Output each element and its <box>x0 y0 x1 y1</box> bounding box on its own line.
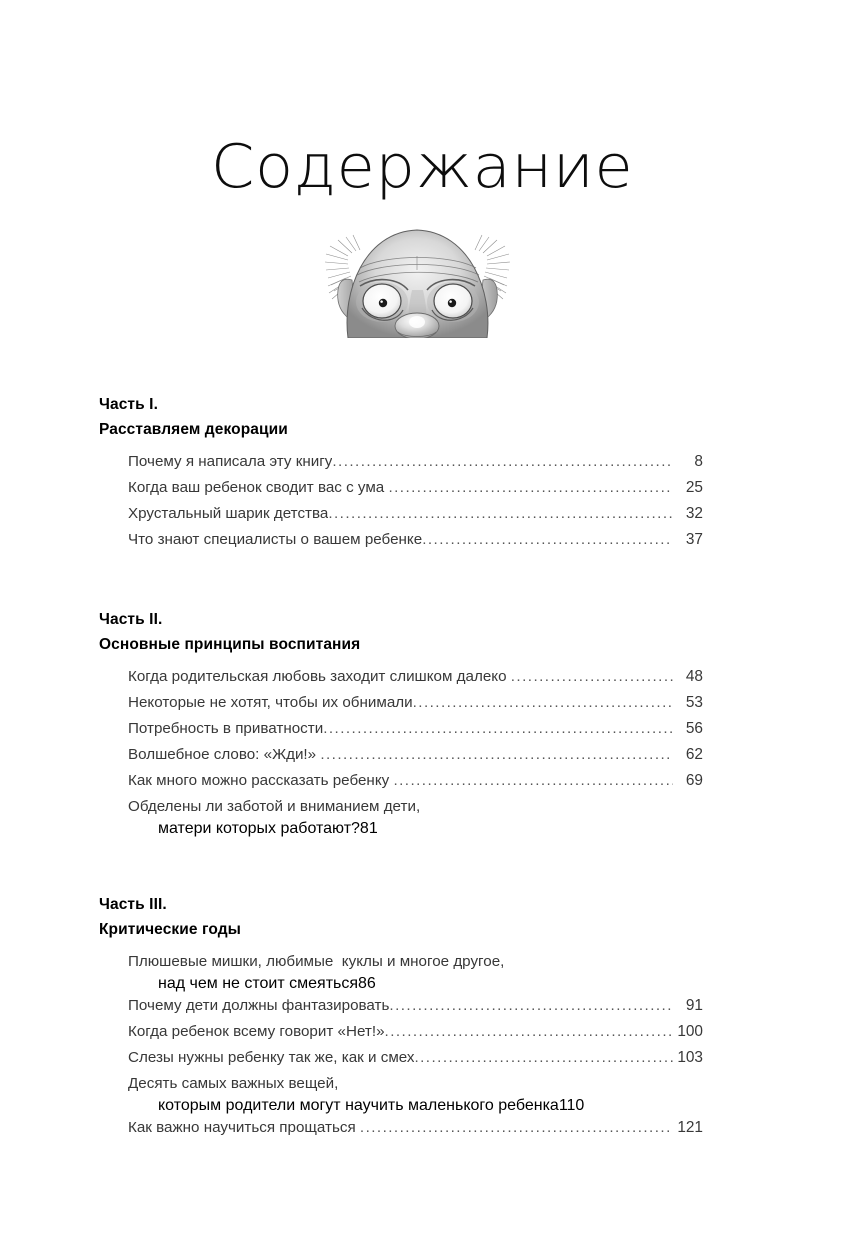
toc-entry-title: Почему я написала эту книгу <box>128 453 333 470</box>
part-heading <box>99 607 703 657</box>
toc-entry[interactable] <box>128 742 703 768</box>
dot-leader <box>360 1115 673 1141</box>
toc-entry-page: 91 <box>681 997 703 1014</box>
dot-leader <box>393 768 673 794</box>
toc-entry-page: 86 <box>358 975 376 992</box>
dot-leader <box>385 1019 673 1045</box>
toc-entry-title: Десять самых важных вещей, <box>128 1075 339 1092</box>
toc-entry[interactable] <box>128 949 703 993</box>
toc-entry-title: Плюшевые мишки, любимые куклы и многое другое, <box>128 953 505 970</box>
toc-entry-page: 48 <box>685 668 703 685</box>
toc-entry-list <box>99 664 703 838</box>
toc-entry[interactable] <box>128 794 703 838</box>
toc-entry[interactable] <box>128 664 703 690</box>
toc-entry[interactable] <box>128 449 703 475</box>
toc-entry-list <box>99 449 703 553</box>
toc-entry-title-line2: над чем не стоит смеяться <box>158 975 359 992</box>
toc-entry-list <box>99 949 703 1141</box>
toc-entry-page: 53 <box>685 694 703 711</box>
bald-man-face-illustration <box>312 220 523 338</box>
dot-leader <box>320 742 673 768</box>
toc-entry[interactable] <box>128 475 703 501</box>
toc-entry-page: 56 <box>685 720 703 737</box>
toc-entry-title: Волшебное слово: «Жди!» <box>128 746 321 763</box>
toc-entry-page: 25 <box>685 479 703 496</box>
toc-entry-title: Обделены ли заботой и вниманием дети, <box>128 798 421 815</box>
toc-entry-page: 37 <box>685 531 703 548</box>
dot-leader <box>328 501 673 527</box>
toc-entry[interactable] <box>128 1045 703 1071</box>
dot-leader <box>389 993 673 1019</box>
toc-entry-page: 103 <box>677 1049 703 1066</box>
part-label: Часть II. <box>99 611 163 628</box>
part-heading <box>99 392 703 442</box>
part-heading <box>99 892 703 942</box>
toc-entry[interactable] <box>128 690 703 716</box>
toc-entry-page: 8 <box>690 453 703 470</box>
part-label: Часть I. <box>99 396 158 413</box>
toc-entry-title: Потребность в приватности <box>128 720 324 737</box>
page-title: Содержание <box>211 132 634 202</box>
part-label: Часть III. <box>99 896 167 913</box>
dot-leader <box>388 475 673 501</box>
toc-entry[interactable] <box>128 1071 703 1115</box>
toc-entry-title: Слезы нужны ребенку так же, как и смех <box>128 1049 415 1066</box>
toc-entry-title: Что знают специалисты о вашем ребенке <box>128 531 423 548</box>
toc-entry[interactable] <box>128 527 703 553</box>
toc-entry-page: 62 <box>685 746 703 763</box>
dot-leader <box>414 1045 673 1071</box>
page-title-block <box>0 132 845 202</box>
toc-entry[interactable] <box>128 1115 703 1141</box>
toc-entry-page: 100 <box>677 1023 703 1040</box>
dot-leader <box>511 664 673 690</box>
toc-entry-title: Как много можно рассказать ребенку <box>128 772 394 789</box>
toc-entry-title: Некоторые не хотят, чтобы их обнимали <box>128 694 413 711</box>
toc-entry-title-continued <box>128 1097 703 1115</box>
dot-leader <box>332 449 673 475</box>
toc-entry-title: Когда родительская любовь заходит слишком далеко <box>128 668 511 685</box>
toc-entry-page: 32 <box>685 505 703 522</box>
part-name: Критические годы <box>99 921 242 938</box>
toc-entry-title-line2: матери которых работают? <box>158 820 360 837</box>
toc-entry-title: Когда ребенок всему говорит «Нет!» <box>128 1023 385 1040</box>
dot-leader <box>413 690 673 716</box>
dot-leader <box>422 527 673 553</box>
toc-entry-page: 69 <box>685 772 703 789</box>
toc-entry[interactable] <box>128 501 703 527</box>
toc-entry-page: 110 <box>558 1097 585 1114</box>
toc-part <box>99 892 703 1141</box>
toc-entry[interactable] <box>128 993 703 1019</box>
table-of-contents <box>99 392 703 1141</box>
toc-part <box>99 392 703 553</box>
toc-entry[interactable] <box>128 768 703 794</box>
toc-entry-page: 121 <box>677 1119 703 1136</box>
toc-entry-title: Когда ваш ребенок сводит вас с ума <box>128 479 389 496</box>
toc-entry[interactable] <box>128 716 703 742</box>
toc-entry-title-line2: которым родители могут научить маленького ребенка <box>158 1097 559 1114</box>
toc-part <box>99 607 703 838</box>
toc-entry-title-continued <box>128 975 703 993</box>
dot-leader <box>323 716 673 742</box>
part-name: Основные принципы воспитания <box>99 636 361 653</box>
toc-entry-page: 81 <box>359 820 378 837</box>
toc-entry-title: Хрустальный шарик детства <box>128 505 329 522</box>
toc-entry[interactable] <box>128 1019 703 1045</box>
toc-entry-title: Как важно научиться прощаться <box>128 1119 360 1136</box>
toc-entry-title-continued <box>128 820 703 838</box>
toc-entry-title: Почему дети должны фантазировать <box>128 997 390 1014</box>
part-name: Расставляем декорации <box>99 421 288 438</box>
